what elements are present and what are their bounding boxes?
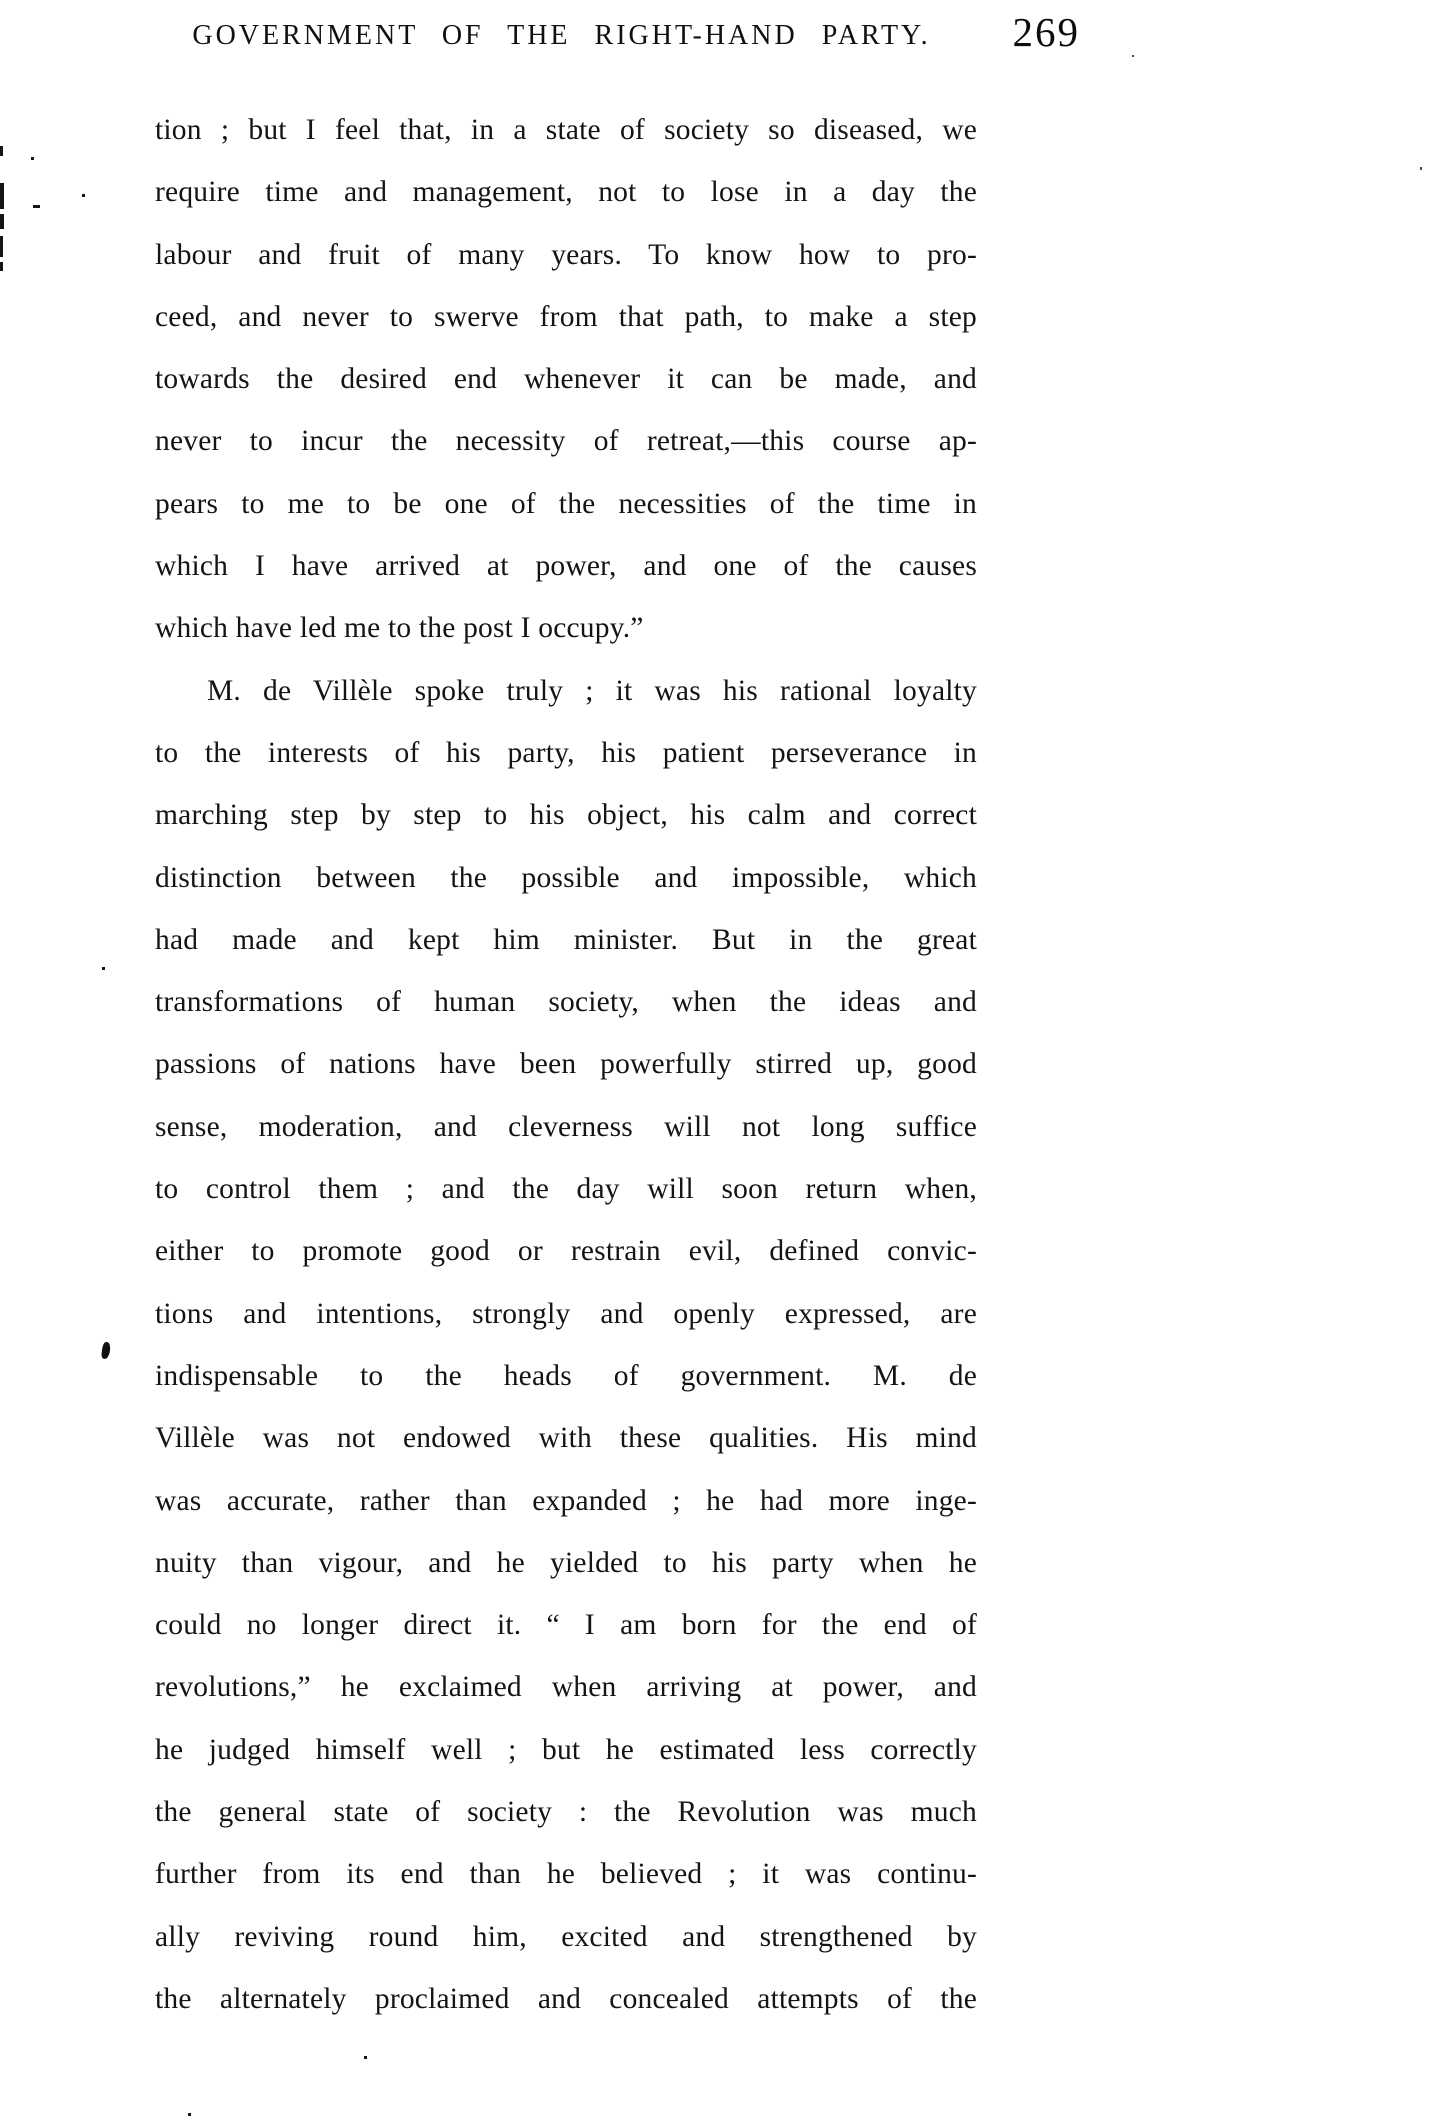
scan-speck: [31, 157, 34, 160]
scan-speck: [0, 236, 3, 257]
scan-speck: [102, 967, 105, 970]
text-line: he judged himself well ; but he estimated less correctly: [155, 1733, 977, 1766]
text-line: tions and intentions, strongly and openly expressed, are: [155, 1297, 977, 1330]
scan-speck: [82, 194, 85, 197]
text-line: further from its end than he believed ; it was continu-: [155, 1858, 977, 1891]
text-line: was accurate, rather than expanded ; he had more inge-: [155, 1484, 977, 1517]
page-number: 269: [1012, 9, 1080, 55]
text-line: distinction between the possible and impossible, which: [155, 861, 977, 894]
text-line: never to incur the necessity of retreat,—this course ap-: [155, 425, 977, 458]
text-line: indispensable to the heads of government. M. de: [155, 1359, 977, 1392]
text-line: labour and fruit of many years. To know how to pro-: [155, 238, 977, 271]
text-line: could no longer direct it. “ I am born for the end of: [155, 1609, 977, 1642]
scan-speck: [0, 146, 3, 156]
text-line: either to promote good or restrain evil, defined convic-: [155, 1235, 977, 1268]
text-line: nuity than vigour, and he yielded to his party when he: [155, 1546, 977, 1579]
text-line: transformations of human society, when the ideas and: [155, 986, 977, 1019]
ink-blot: [101, 1342, 111, 1360]
text-line: to control them ; and the day will soon return when,: [155, 1173, 977, 1206]
text-line: which I have arrived at power, and one of the causes: [155, 550, 977, 583]
text-line: sense, moderation, and cleverness will not long suffice: [155, 1110, 977, 1143]
text-line: pears to me to be one of the necessities of the time in: [155, 487, 977, 520]
scan-speck: [1420, 167, 1422, 170]
body-text: [155, 99, 977, 2030]
text-line: require time and management, not to lose in a day the: [155, 176, 977, 209]
text-line: had made and kept him minister. But in the great: [155, 923, 977, 956]
page-header: [155, 8, 1080, 64]
text-line: passions of nations have been powerfully stirred up, good: [155, 1048, 977, 1081]
text-line-paragraph-start: M. de Villèle spoke truly ; it was his rational loyalty: [207, 674, 977, 707]
text-line: which have led me to the post I occupy.”: [155, 612, 644, 645]
text-line: the general state of society : the Revolution was much: [155, 1796, 977, 1829]
scan-speck: [0, 262, 3, 271]
scan-speck: [364, 2056, 367, 2059]
scan-speck: [1132, 55, 1134, 57]
text-line: marching step by step to his object, his calm and correct: [155, 799, 977, 832]
scan-speck: [0, 183, 4, 209]
text-line: revolutions,” he exclaimed when arriving at power, and: [155, 1671, 977, 1704]
text-line: ceed, and never to swerve from that path, to make a step: [155, 300, 977, 333]
scan-speck: [33, 205, 40, 208]
scan-speck: [188, 2113, 191, 2116]
scan-speck: [0, 214, 4, 229]
text-line: ally reviving round him, excited and strengthened by: [155, 1920, 977, 1953]
running-title: GOVERNMENT OF THE RIGHT-HAND PARTY.: [192, 20, 931, 51]
text-line: the alternately proclaimed and concealed attempts of the: [155, 1982, 977, 2015]
text-line: to the interests of his party, his patient perseverance in: [155, 736, 977, 769]
text-line: tion ; but I feel that, in a state of society so diseased, we: [155, 114, 977, 146]
text-line: towards the desired end whenever it can be made, and: [155, 363, 977, 396]
text-line: Villèle was not endowed with these qualities. His mind: [155, 1422, 977, 1455]
